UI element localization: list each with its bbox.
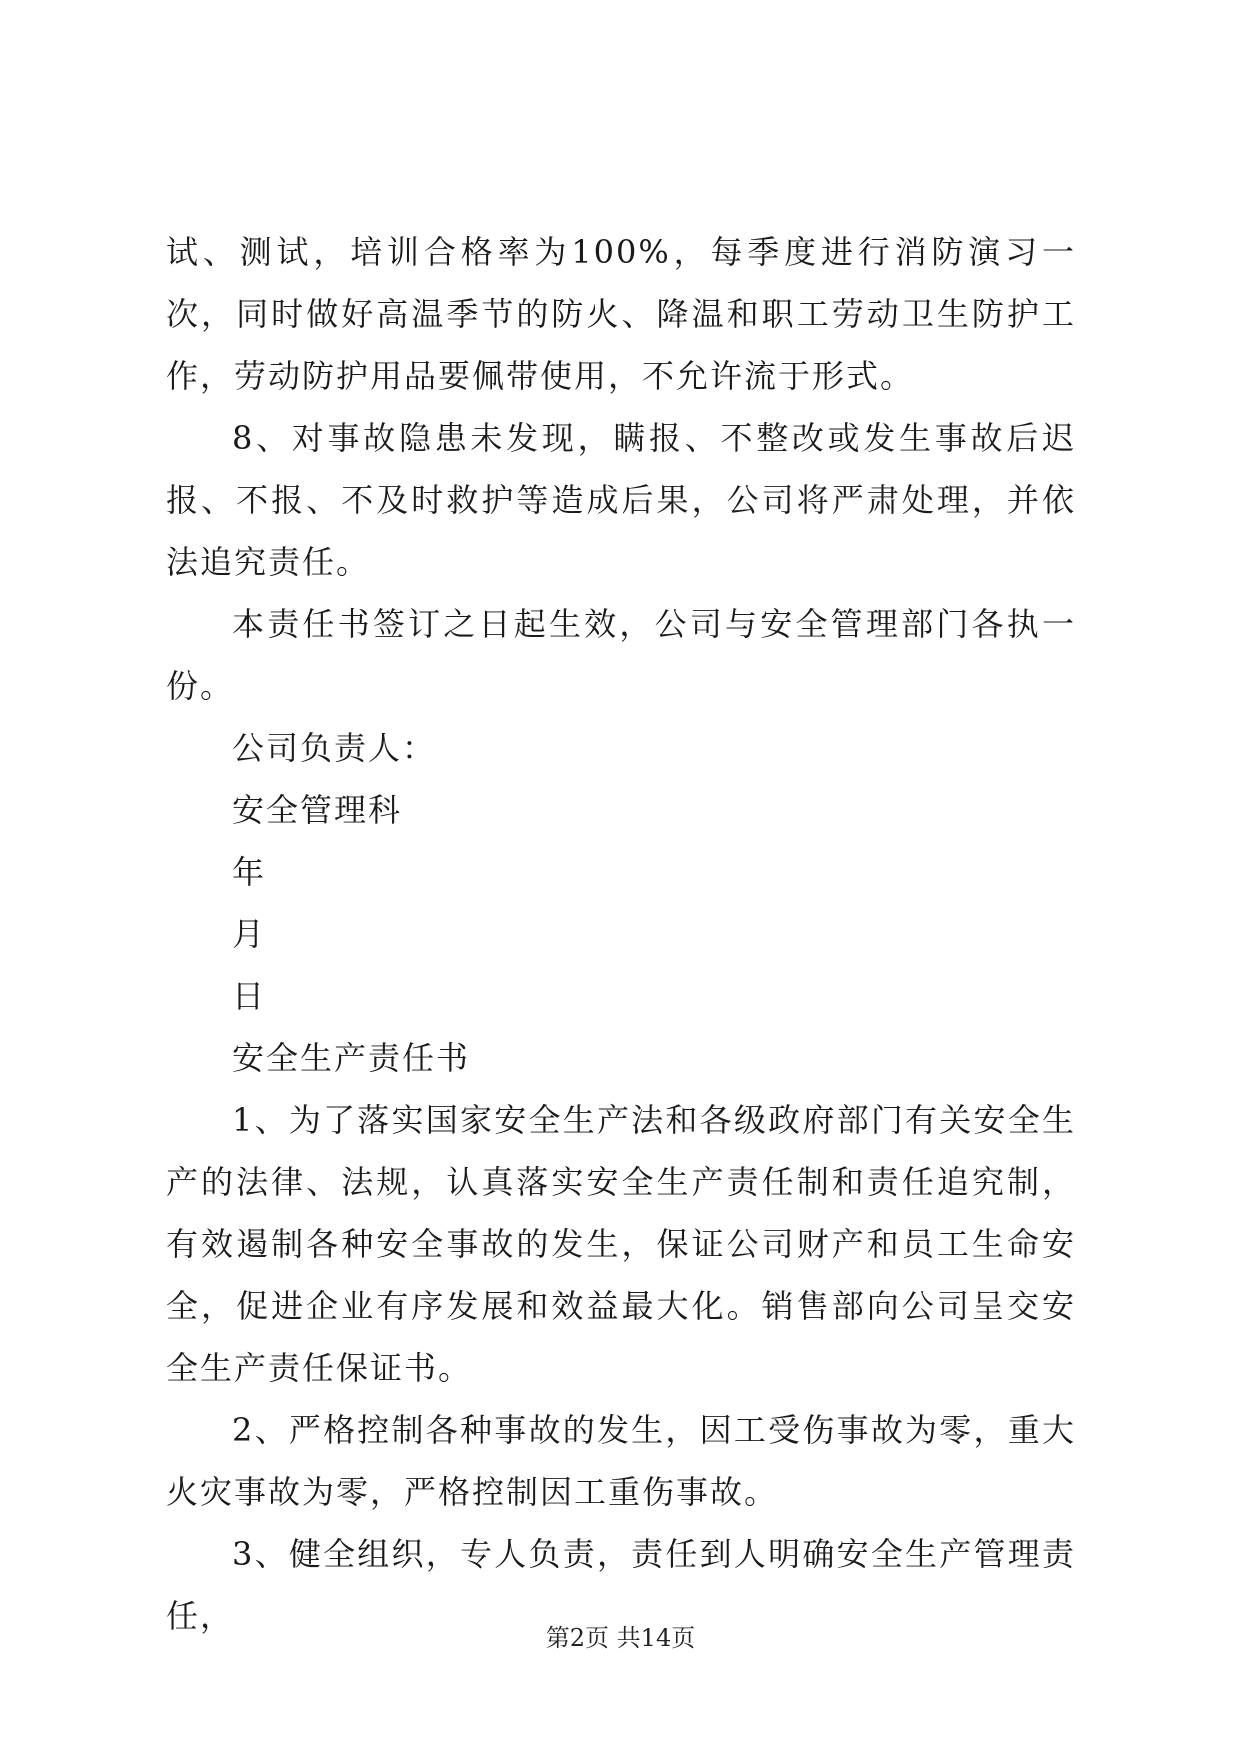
date-day: 日 [232, 977, 267, 1015]
signature-company-head: 公司负责人： [232, 729, 437, 767]
signature-safety-department: 安全管理科 [232, 791, 403, 829]
paragraph-item-2: 2、严格控制各种事故的发生，因工受伤事故为零，重大火灾事故为零，严格控制因工重伤事故。 [166, 1411, 1076, 1511]
date-month: 月 [232, 915, 267, 953]
section-title: 安全生产责任书 [232, 1039, 471, 1077]
paragraph-item-8: 8、对事故隐患未发现，瞒报、不整改或发生事故后迟报、不报、不及时救护等造成后果，公司将严肃处理，并依法追究责任。 [166, 419, 1076, 581]
paragraph-effective-clause: 本责任书签订之日起生效，公司与安全管理部门各执一份。 [166, 605, 1076, 705]
document-body [166, 221, 1076, 1647]
date-year: 年 [232, 853, 267, 891]
paragraph-continuation: 试、测试，培训合格率为100%，每季度进行消防演习一次，同时做好高温季节的防火、降温和职工劳动卫生防护工作，劳动防护用品要佩带使用，不允许流于形式。 [166, 233, 1076, 395]
paragraph-item-1: 1、为了落实国家安全生产法和各级政府部门有关安全生产的法律、法规，认真落实安全生产责任制和责任追究制，有效遏制各种安全事故的发生，保证公司财产和员工生命安全，促进企业有序发展和效益最大化。销售部向公司呈交安全生产责任保证书。 [166, 1101, 1076, 1387]
page-number-footer: 第2页 共14页 [545, 1624, 696, 1652]
paragraph-item-3: 3、健全组织，专人负责，责任到人明确安全生产管理责任， [166, 1535, 1076, 1635]
